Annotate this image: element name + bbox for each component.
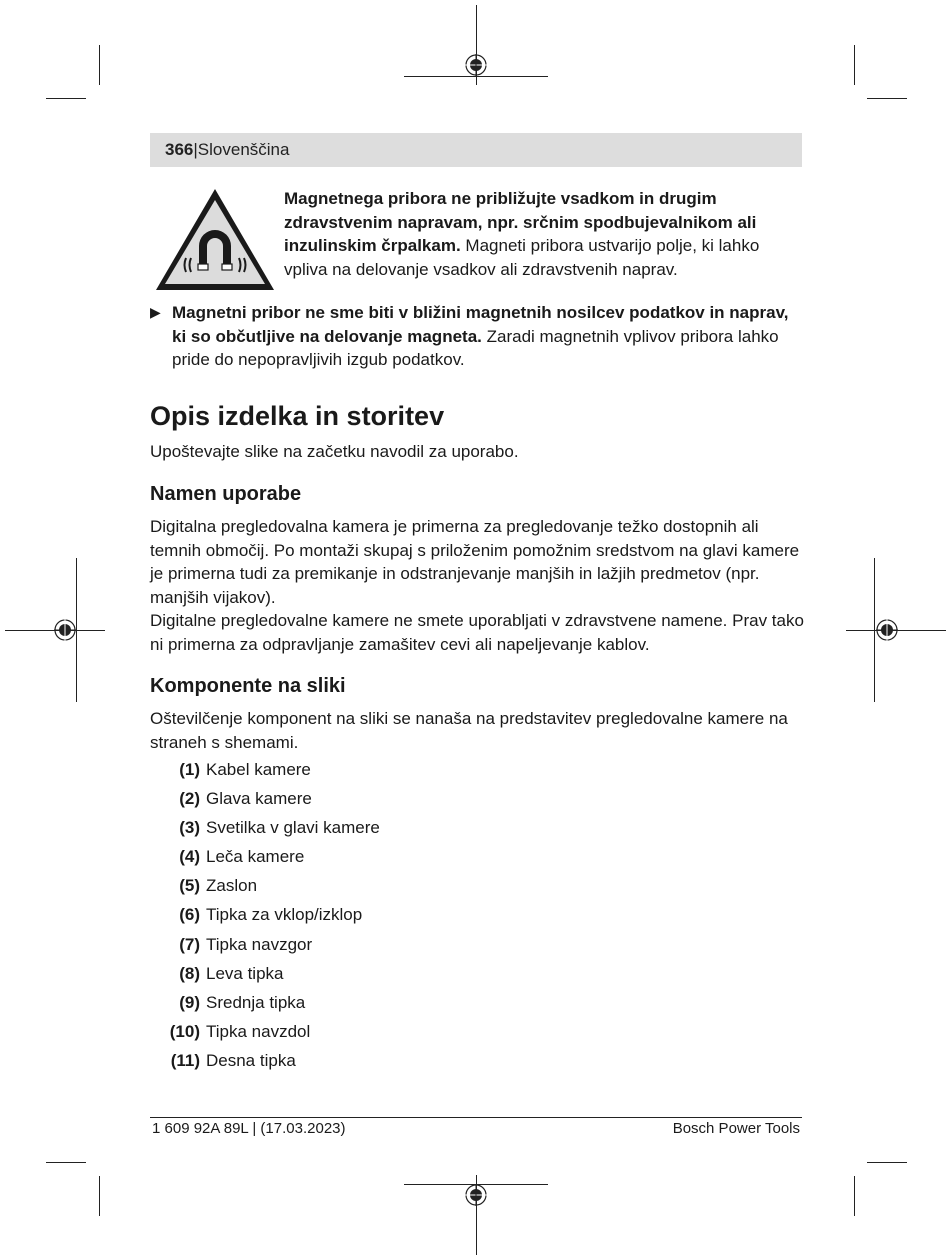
crop-mark — [867, 1162, 907, 1163]
section-title: Opis izdelka in storitev — [150, 401, 445, 431]
list-item: (10) Tipka navzdol — [169, 1021, 311, 1041]
intended-use-title: Namen uporabe — [150, 483, 302, 505]
registration-line — [404, 76, 548, 77]
warning-normal: Magneti pribora ustvarijo polje, ki lahko vpliva na delovanje vsadkov ali zdravstvenih naprav. — [284, 236, 760, 279]
components-title: Komponente na sliki — [150, 675, 346, 697]
bullet-arrow-icon: ▶ — [150, 304, 161, 320]
registration-target-icon — [465, 54, 487, 76]
header-language: Slovenščina — [197, 140, 290, 159]
components-intro: Oštevilčenje komponent na sliki se nanaša na predstavitev pregledovalne kamere na straneh s shemami. — [150, 709, 788, 752]
intended-use-para2: Digitalne pregledovalne kamere ne smete uporabljati v zdravstvene namene. Prav tako ni primerna za odpravljanje zamašitev cevi ali napeljevanje kablov. — [150, 611, 804, 654]
bullet-bold: Magnetni pribor ne sme biti v bližini magnetnih nosilcev podatkov in naprav, ki so občutljive na delovanje magneta. — [172, 303, 789, 346]
list-item: (3) Svetilka v glavi kamere — [179, 818, 380, 838]
crop-mark — [867, 98, 907, 99]
footer-doc-id: 1 609 92A 89L | (17.03.2023) — [152, 1120, 346, 1137]
crop-mark — [46, 98, 86, 99]
bullet-normal: Zaradi magnetnih vplivov pribora lahko pride do nepopravljivih izgub podatkov. — [172, 326, 779, 369]
list-item: (8) Leva tipka — [179, 963, 284, 983]
registration-target-icon — [465, 1184, 487, 1206]
registration-target-icon — [54, 619, 76, 641]
footer-brand: Bosch Power Tools — [672, 1120, 800, 1137]
data-storage-warning — [150, 301, 800, 372]
list-item: (4) Leča kamere — [179, 847, 305, 867]
list-item: (5) Zaslon — [179, 876, 258, 896]
list-item: (11) Desna tipka — [170, 1050, 296, 1070]
crop-mark — [854, 1176, 855, 1216]
crop-mark — [46, 1162, 86, 1163]
crop-mark — [99, 45, 100, 85]
magnet-warning-text — [284, 187, 804, 281]
crop-mark — [99, 1176, 100, 1216]
registration-target-icon — [876, 619, 898, 641]
magnet-warning-icon — [153, 186, 277, 294]
intended-use-para1: Digitalna pregledovalna kamera je primerna za pregledovanje težko dostopnih ali temnih območij. Po montaži skupaj s priloženim pomožnim sredstvom na glavi kamere je primerna tudi za premikanje in odstranjevanje manjših in lažjih predmetov (npr. manjših vijakov). — [150, 517, 800, 607]
warning-bold: Magnetnega pribora ne približujte vsadkom in drugim zdravstvenim napravam, npr. srčnim spodbujevalnikom ali inzulinskim črpalkam. — [284, 189, 757, 255]
list-item: (1) Kabel kamere — [179, 760, 311, 779]
components-list — [150, 757, 650, 1077]
list-item: (6) Tipka za vklop/izklop — [179, 905, 363, 925]
list-item: (2) Glava kamere — [179, 789, 312, 809]
page-header — [150, 133, 802, 167]
footer-divider — [150, 1117, 802, 1118]
header-separator: | — [193, 140, 198, 159]
page-number: 366 — [165, 140, 194, 159]
list-item: (9) Srednja tipka — [179, 992, 306, 1012]
list-item: (7) Tipka navzgor — [179, 934, 313, 954]
crop-mark — [854, 45, 855, 85]
section-intro: Upoštevajte slike na začetku navodil za uporabo. — [150, 442, 519, 461]
